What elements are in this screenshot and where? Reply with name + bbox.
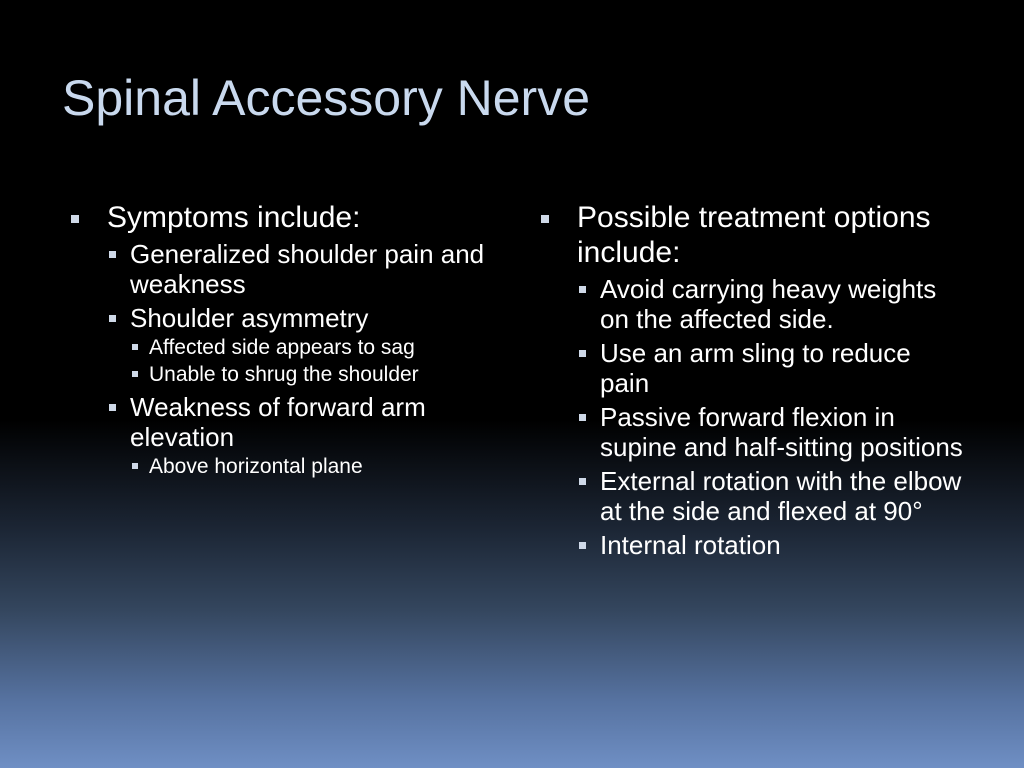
square-bullet-icon <box>132 371 138 377</box>
square-bullet-icon <box>109 315 116 322</box>
treatment-list <box>536 200 966 560</box>
treatment-item <box>577 338 966 398</box>
symptom-item <box>107 303 506 388</box>
symptom-item <box>107 239 506 299</box>
treatment-item-text: Use an arm sling to reduce pain <box>600 338 911 398</box>
symptoms-heading-item <box>66 200 506 480</box>
treatment-heading: Possible treatment options include: <box>577 201 931 269</box>
slide-title: Spinal Accessory Nerve <box>62 70 591 126</box>
treatment-item <box>577 530 966 560</box>
symptom-detail-item <box>130 361 506 388</box>
symptom-detail-list <box>130 453 506 480</box>
square-bullet-icon <box>579 478 586 485</box>
square-bullet-icon <box>579 286 586 293</box>
symptom-item <box>107 392 506 480</box>
symptom-detail-item <box>130 453 506 480</box>
symptom-detail-item <box>130 334 506 361</box>
symptom-detail-text: Above horizontal plane <box>149 455 363 478</box>
symptom-detail-text: Affected side appears to sag <box>149 336 415 359</box>
square-bullet-icon <box>109 404 116 411</box>
treatment-item <box>577 402 966 462</box>
square-bullet-icon <box>132 344 138 350</box>
square-bullet-icon <box>109 251 116 258</box>
square-bullet-icon <box>71 215 79 223</box>
square-bullet-icon <box>579 542 586 549</box>
treatment-column <box>536 200 966 560</box>
treatment-sublist <box>577 274 966 560</box>
symptom-detail-list <box>130 334 506 388</box>
symptoms-column <box>66 200 506 480</box>
symptom-item-text: Shoulder asymmetry <box>130 303 369 333</box>
symptoms-list <box>66 200 506 480</box>
treatment-item-text: Passive forward flexion in supine and half-sitting positions <box>600 402 963 462</box>
symptom-item-text: Weakness of forward arm elevation <box>130 392 426 452</box>
square-bullet-icon <box>579 414 586 421</box>
symptom-item-text: Generalized shoulder pain and weakness <box>130 239 485 299</box>
square-bullet-icon <box>579 350 586 357</box>
square-bullet-icon <box>541 215 549 223</box>
treatment-item-text: External rotation with the elbow at the side and flexed at 90° <box>600 466 962 526</box>
symptoms-sublist <box>107 239 506 480</box>
treatment-item <box>577 466 966 526</box>
treatment-item <box>577 274 966 334</box>
treatment-item-text: Avoid carrying heavy weights on the affected side. <box>600 274 937 334</box>
treatment-item-text: Internal rotation <box>600 530 781 560</box>
symptom-detail-text: Unable to shrug the shoulder <box>149 363 419 386</box>
symptoms-heading: Symptoms include: <box>107 201 361 234</box>
square-bullet-icon <box>132 463 138 469</box>
treatment-heading-item <box>536 200 966 560</box>
